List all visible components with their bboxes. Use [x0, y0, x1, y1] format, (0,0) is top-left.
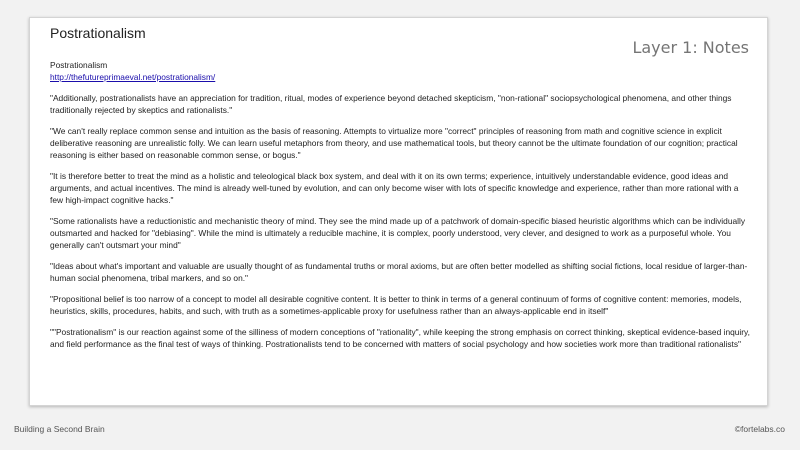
quote-paragraph: "It is therefore better to treat the mind as a holistic and teleological black box system, and deal with it on its own terms; experience, intuitively understandable evidence, good ideas and arguments, and actual incentives. The mind is already well-tuned by evolution, and can only become wiser with lots of specific knowledge and experience, rather than more rational with a few high-impact cognitive hacks.": [50, 171, 739, 205]
quote-paragraph: "Some rationalists have a reductionistic and mechanistic theory of mind. They see the mind made up of a patchwork of domain-specific biased heuristic algorithms which can be individually outsmarted and hacked for "debiasing". While the mind is ultimately a reducible machine, it is complex, poorly understood, very clever, and designed to work as a purposeful whole. You generally can't outsmart your mind": [50, 216, 746, 250]
quote-paragraph: "Additionally, postrationalists have an appreciation for tradition, ritual, modes of experience beyond detached skepticism, "non-rational" sociopsychological phenomena, and other things traditionally rejected by skeptics and rationalists.": [50, 93, 732, 115]
footer-copyright: ©fortelabs.co: [734, 424, 785, 434]
document-title: Postrationalism: [50, 25, 146, 41]
document-card: [29, 17, 768, 406]
quote-paragraph: "We can't really replace common sense and intuition as the basis of reasoning. Attempts to virtualize more "correct" principles of reasoning from math and cognitive science in explicit deliberative reasoning are unrealistic folly. We can learn useful metaphors from theory, and use mathematical tools, but theory cannot be the ultimate foundation of our cognition; practical reasoning is either based on reasonable common sense, or bogus.": [50, 126, 738, 160]
document-subtitle: Postrationalism: [50, 60, 108, 70]
quote-paragraph: ""Postrationalism" is our reaction against some of the silliness of modern conceptions of "rationality", while keeping the strong emphasis on correct thinking, skeptical evidence-based inquiry, and field performance as the final test of ways of thinking. Postrationalists tend to be concerned with matters of social psychology and how societies work more than traditional rationalists": [50, 327, 750, 349]
source-link[interactable]: http://thefutureprimaeval.net/postrationalism/: [50, 72, 216, 82]
layer-label: Layer 1: Notes: [632, 38, 749, 57]
footer-course-title: Building a Second Brain: [14, 424, 105, 434]
document-body: [50, 59, 750, 359]
quote-paragraph: "Ideas about what's important and valuable are usually thought of as fundamental truths or moral axioms, but are often better modelled as shifting social fictions, local residue of larger-than-human social phenomena, tribal markers, and so on.": [50, 261, 748, 283]
quote-paragraph: "Propositional belief is too narrow of a concept to model all desirable cognitive content. It is better to think in terms of a general continuum of forms of cognitive content: memories, models, heuristics, skills, procedures, habits, and such, with truth as a sometimes-applicable proxy for usefulness rather than an always-applicable end in itself": [50, 294, 742, 316]
